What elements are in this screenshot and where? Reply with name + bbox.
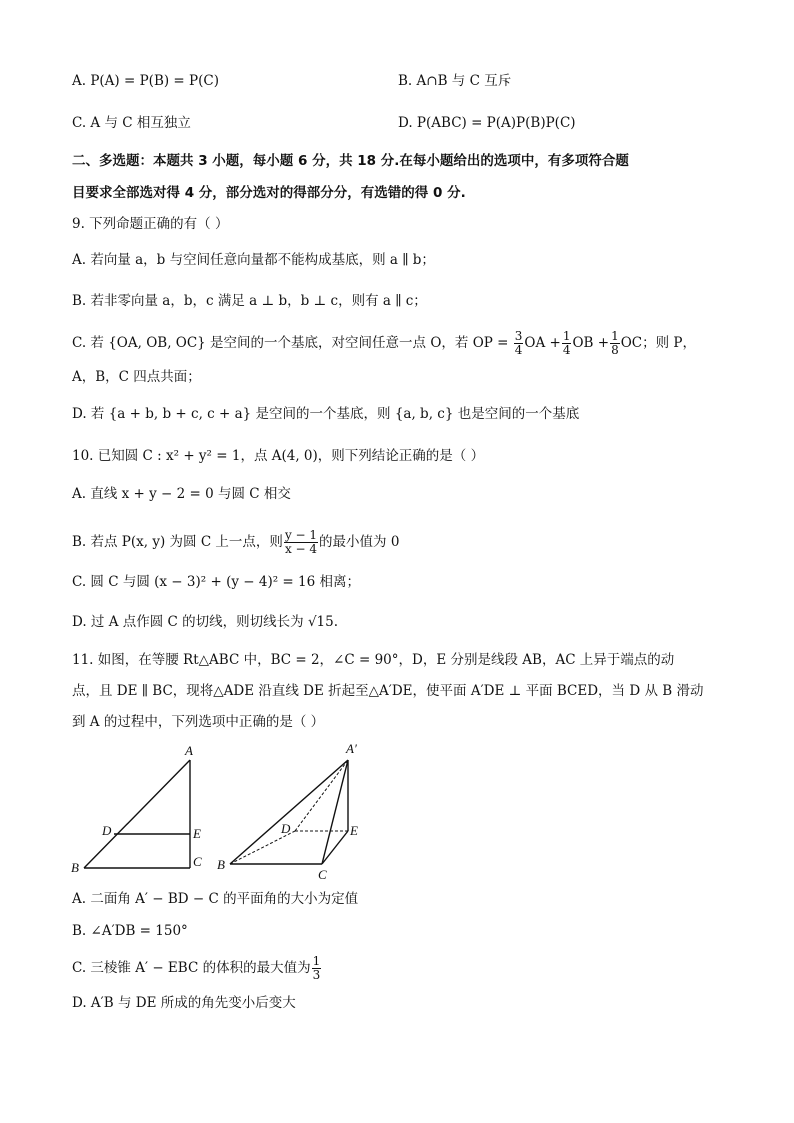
- q10-stem: 10. 已知圆 C : x² + y² = 1，点 A(4, 0)，则下列结论正确的是（ ）: [72, 448, 485, 464]
- fig1-label-d: D: [102, 823, 112, 838]
- fraction-1-4: $\frac{1}{4}$: [562, 329, 571, 357]
- section-heading-line2: 目要求全部选对得 4 分，部分选对的得部分分，有选错的得 0 分.: [72, 185, 466, 201]
- geometry-figures: [60, 735, 380, 885]
- q8-option-d: D. P(ABC) = P(A)P(B)P(C): [398, 115, 576, 131]
- q11-stem-line3: 到 A 的过程中，下列选项中正确的是（ ）: [72, 714, 325, 730]
- fig1-label-b: B: [71, 860, 79, 875]
- q10-option-c: C. 圆 C 与圆 (x − 3)² + (y − 4)² = 16 相离；: [72, 574, 360, 590]
- fig2-label-e: E: [350, 823, 358, 838]
- fig1-label-a: A: [185, 743, 193, 758]
- q10-option-d: D. 过 A 点作圆 C 的切线，则切线长为 √15.: [72, 614, 339, 630]
- q10-option-b: B. 若点 P(x, y) 为圆 C 上一点，则 $\frac{y - 1}{x - 4}$ 的最小值为 0: [72, 528, 400, 556]
- fraction-1-3: $\frac{1}{3}$: [312, 954, 321, 982]
- fig2-label-c: C: [318, 867, 327, 882]
- q11-stem-line2: 点，且 DE ∥ BC，现将△ADE 沿直线 DE 折起至△A′DE，使平面 A′DE ⊥ 平面 BCED，当 D 从 B 滑动: [72, 683, 704, 699]
- q10-option-a: A. 直线 x + y − 2 = 0 与圆 C 相交: [72, 486, 291, 502]
- figure-triangle: [71, 743, 202, 875]
- fraction-1-8: $\frac{1}{8}$: [611, 329, 619, 357]
- fig1-label-e: E: [193, 826, 201, 841]
- q11-stem-line1: 11. 如图，在等腰 Rt△ABC 中，BC = 2，∠C = 90°，D，E 分别是线段 AB，AC 上异于端点的动: [72, 652, 675, 668]
- q9-option-a: A. 若向量 a，b 与空间任意向量都不能构成基底，则 a ∥ b；: [72, 252, 435, 268]
- q9-option-c: C. 若 {OA, OB, OC} 是空间的一个基底，对空间任意一点 O，若 OP = $\frac{3}{4}$ OA + $\frac{1}{4}$ OB + $\frac{1}{8}$ OC；则 P，: [72, 329, 696, 357]
- q8-option-a: A. P(A) = P(B) = P(C): [72, 73, 219, 89]
- fig2-label-b: B: [217, 857, 225, 872]
- fig2-label-d: D: [281, 821, 291, 836]
- q9-option-c-cont: A，B，C 四点共面；: [72, 369, 201, 385]
- q8-option-b: B. A∩B 与 C 互斥: [398, 73, 512, 89]
- figure-folded-pyramid: [217, 741, 358, 882]
- q8-option-c: C. A 与 C 相互独立: [72, 115, 191, 131]
- q9-option-d: D. 若 {a + b, b + c, c + a} 是空间的一个基底，则 {a, b, c} 也是空间的一个基底: [72, 406, 580, 422]
- q9-stem: 9. 下列命题正确的有（ ）: [72, 216, 229, 232]
- fraction-slope: $\frac{y - 1}{x - 4}$: [284, 528, 318, 556]
- fraction-3-4: $\frac{3}{4}$: [514, 329, 523, 357]
- section-heading-line1: 二、多选题：本题共 3 小题，每小题 6 分，共 18 分.在每小题给出的选项中，有多项符合题: [72, 153, 629, 169]
- q11-option-b: B. ∠A′DB = 150°: [72, 923, 188, 939]
- q11-option-c: C. 三棱锥 A′ − EBC 的体积的最大值为 $\frac{1}{3}$: [72, 954, 321, 982]
- fig2-label-a-prime: A′: [346, 741, 357, 756]
- q11-option-a: A. 二面角 A′ − BD − C 的平面角的大小为定值: [72, 891, 359, 907]
- fig1-label-c: C: [193, 854, 202, 869]
- q9-option-c-text-start: C. 若 {OA, OB, OC} 是空间的一个基底，对空间任意一点 O，若 OP =: [72, 335, 513, 351]
- q9-option-b: B. 若非零向量 a，b，c 满足 a ⊥ b，b ⊥ c，则有 a ∥ c；: [72, 293, 427, 309]
- q11-option-d: D. A′B 与 DE 所成的角先变小后变大: [72, 995, 296, 1011]
